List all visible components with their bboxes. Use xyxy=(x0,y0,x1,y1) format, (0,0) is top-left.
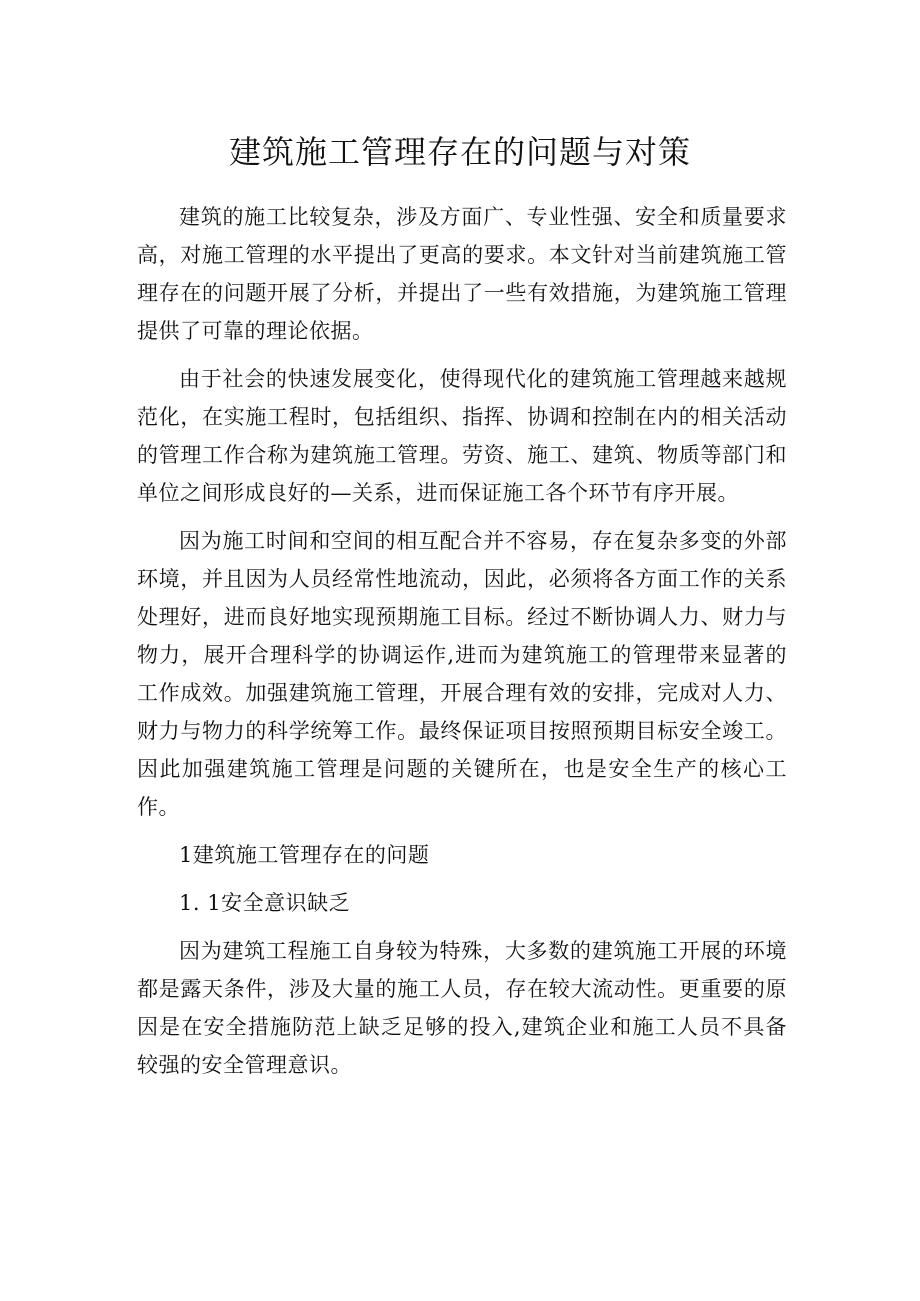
document-body xyxy=(137,198,787,1094)
document-title: 建筑施工管理存在的问题与对策 xyxy=(228,133,691,171)
intro-paragraph: 建筑的施工比较复杂，涉及方面广、专业性强、安全和质量要求高，对施工管理的水平提出了更高的要求。本文针对当前建筑施工管理存在的问题开展了分析，并提出了一些有效措施，为建筑施工管理提供了可靠的理论依据。 xyxy=(137,205,787,343)
importance-paragraph: 因为施工时间和空间的相互配合并不容易，存在复杂多变的外部环境，并且因为人员经常性地流动，因此，必须将各方面工作的关系处理好，进而良好地实现预期施工目标。经过不断协调人力、财力与物力，展开合理科学的协调运作,进而为建筑施工的管理带来显著的工作成效。加强建筑施工管理，开展合理有效的安排，完成对人力、财力与物力的科学统筹工作。最终保证项目按照预期目标安全竣工。因此加强建筑施工管理是问题的关键所在，也是安全生产的核心工作。 xyxy=(137,529,787,819)
section-heading: 1建筑施工管理存在的问题 xyxy=(179,843,430,867)
background-paragraph: 由于社会的快速发展变化，使得现代化的建筑施工管理越来越规范化，在实施工程时，包括组织、指挥、协调和控制在内的相关活动的管理工作合称为建筑施工管理。劳资、施工、建筑、物质等部门和单位之间形成良好的—关系，进而保证施工各个环节有序开展。 xyxy=(137,367,787,505)
subsection-heading: 1. 1安全意识缺乏 xyxy=(179,891,351,915)
subsection-paragraph: 因为建筑工程施工自身较为特殊，大多数的建筑施工开展的环境都是露天条件，涉及大量的施工人员，存在较大流动性。更重要的原因是在安全措施防范上缺乏足够的投入,建筑企业和施工人员不具备较强的安全管理意识。 xyxy=(137,939,787,1077)
